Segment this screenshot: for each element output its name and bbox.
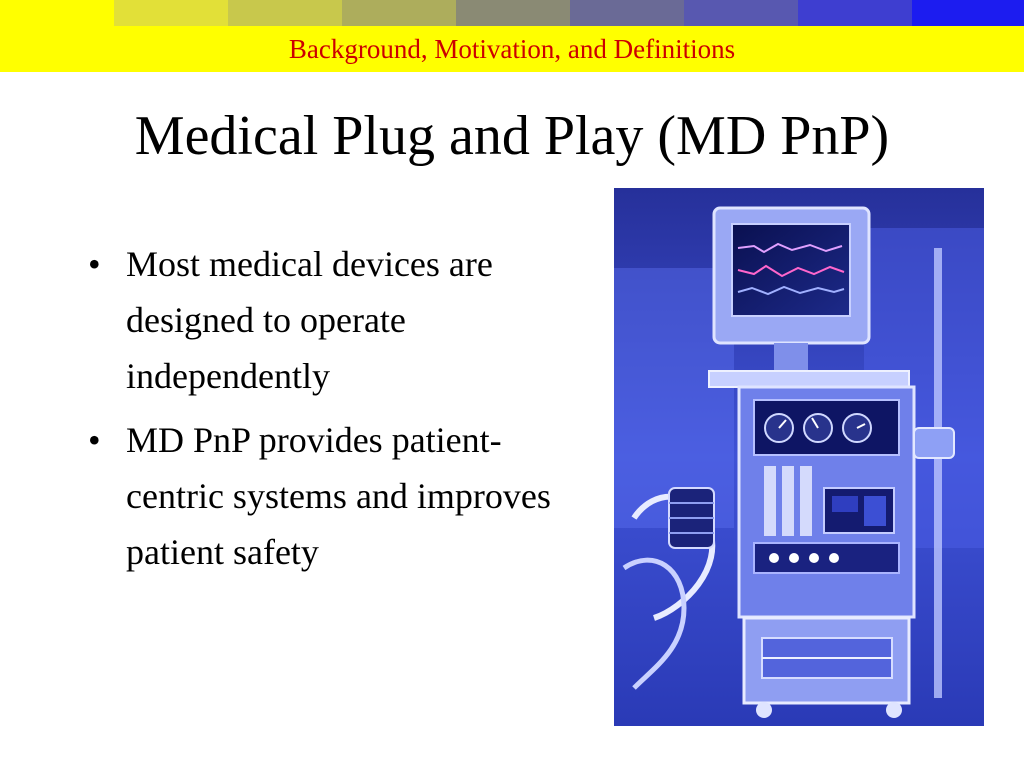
bullet-text: Most medical devices are designed to operate independently — [126, 244, 493, 396]
strip-segment — [456, 0, 570, 26]
strip-segment — [912, 0, 1024, 26]
strip-segment — [342, 0, 456, 26]
strip-segment — [228, 0, 342, 26]
header-color-strip — [0, 0, 1024, 26]
strip-segment — [0, 0, 114, 26]
section-label: Background, Motivation, and Definitions — [288, 34, 736, 64]
strip-segment — [570, 0, 684, 26]
bullet-item — [82, 412, 572, 580]
strip-segment — [798, 0, 912, 26]
bullet-text: MD PnP provides patient-centric systems and improves patient safety — [126, 420, 551, 572]
medical-device-illustration — [614, 188, 984, 726]
bullet-icon: • — [88, 420, 101, 460]
medical-device-photo — [614, 188, 984, 726]
slide-title: Medical Plug and Play (MD PnP) — [134, 105, 890, 167]
strip-segment — [684, 0, 798, 26]
strip-segment — [114, 0, 228, 26]
bullet-icon: • — [88, 244, 101, 284]
bullet-item — [82, 236, 572, 404]
bullet-list — [82, 236, 572, 588]
